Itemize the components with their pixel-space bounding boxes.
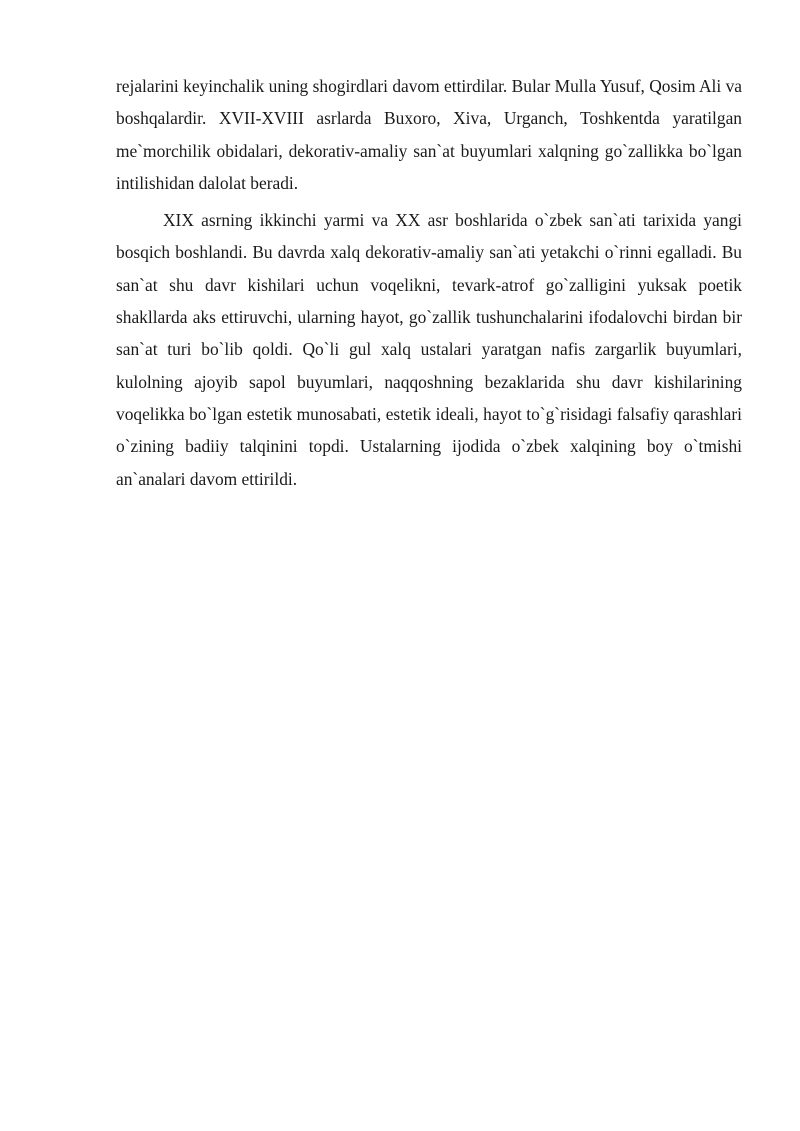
paragraph-continuation: rejalarini keyinchalik uning shogirdlari davom ettirdilar. Bular Mulla Yusuf, Qosim Ali va boshqalardir. XVII-XVIII asrlarda Buxoro, Xiva, Urganch, Toshkentda yaratilgan me`morchilik obidalari, dekorativ-amaliy san`at buyumlari xalqning go`zallikka bo`lgan intilishidan dalolat beradi. (116, 76, 742, 193)
document-body (116, 70, 742, 500)
paragraph-xix-century: XIX asrning ikkinchi yarmi va XX asr boshlarida o`zbek san`ati tarixida yangi bosqich boshlandi. Bu davrda xalq dekorativ-amaliy san`ati yetakchi o`rinni egalladi. Bu san`at shu davr kishilari uchun voqelikni, tevark-atrof go`zalligini yuksak poetik shakllarda aks ettiruvchi, ularning hayot, go`zallik tushunchalarini ifodalovchi birdan bir san`at turi bo`lib qoldi. Qo`li gul xalq ustalari yaratgan nafis zargarlik buyumlari, kulolning ajoyib sapol buyumlari, naqqoshning bezaklarida shu davr kishilarining voqelikka bo`lgan estetik munosabati, estetik ideali, hayot to`g`risidagi falsafiy qarashlari o`zining badiiy talqinini topdi. Ustalarning ijodida o`zbek xalqining boy o`tmishi an`analari davom ettirildi. (116, 210, 742, 489)
